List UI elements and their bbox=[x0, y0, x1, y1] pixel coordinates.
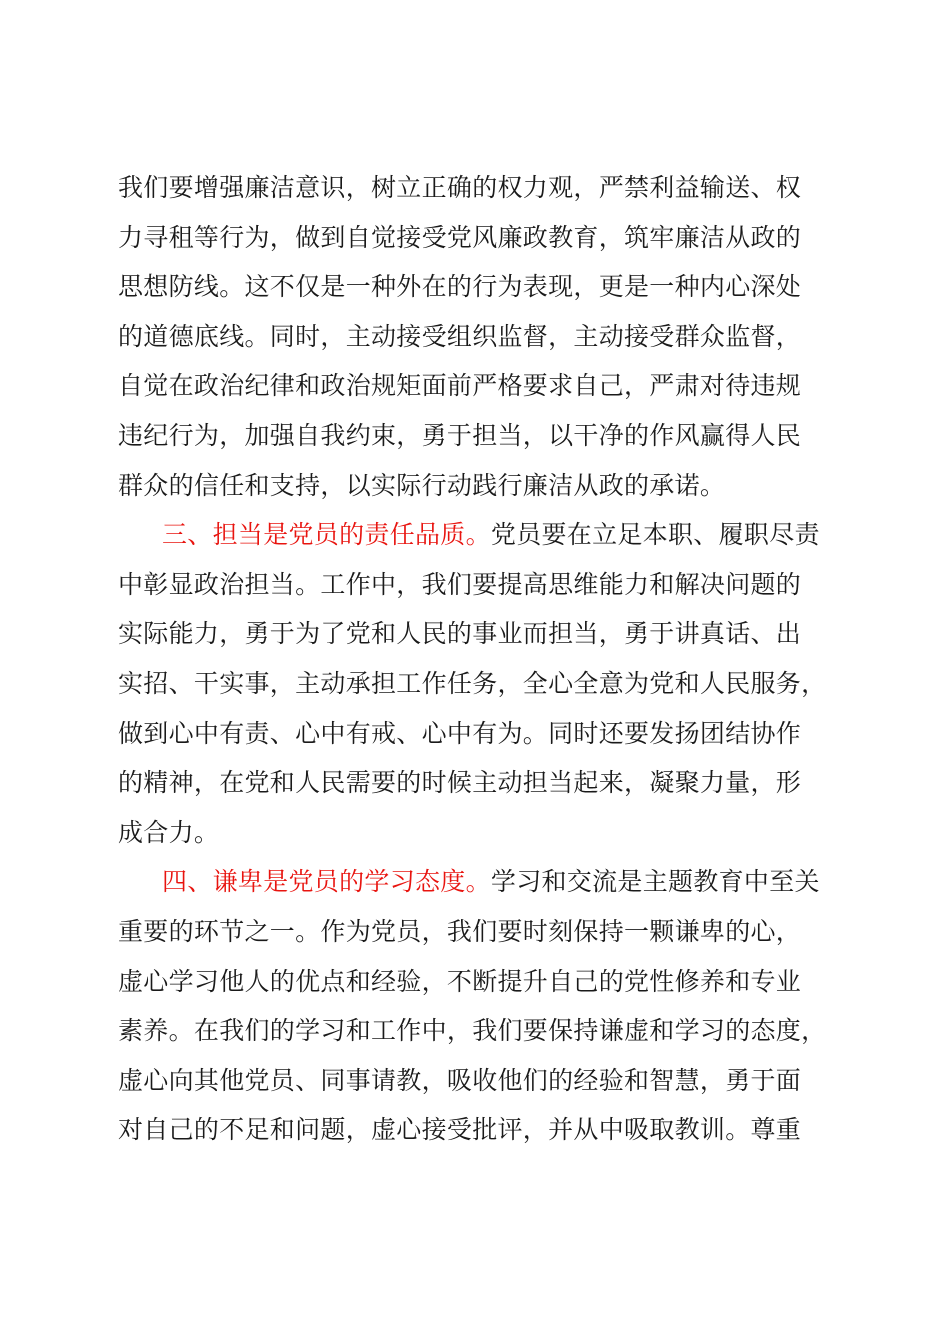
text-line: 我们要增强廉洁意识，树立正确的权力观，严禁利益输送、权 bbox=[118, 173, 802, 202]
text-line: 思想防线。这不仅是一种外在的行为表现，更是一种内心深处 bbox=[118, 272, 802, 302]
paragraph-section-3 bbox=[118, 510, 838, 857]
section-4-first-line-text: 学习和交流是主题教育中至关 bbox=[490, 867, 820, 897]
document-body bbox=[118, 163, 838, 1155]
text-line: 群众的信任和支持，以实际行动践行廉洁从政的承诺。 bbox=[118, 470, 726, 500]
section-3-heading: 三、担当是党员的责任品质。 bbox=[162, 520, 491, 550]
text-line: 虚心学习他人的优点和经验，不断提升自己的党性修养和专业 bbox=[118, 966, 802, 996]
text-line: 违纪行为，加强自我约束，勇于担当，以干净的作风赢得人民 bbox=[118, 420, 802, 450]
text-line: 的道德底线。同时，主动接受组织监督，主动接受群众监督， bbox=[118, 321, 802, 351]
text-line: 对自己的不足和问题，虚心接受批评，并从中吸取教训。尊重 bbox=[118, 1115, 802, 1145]
text-line: 实招、干实事，主动承担工作任务，全心全意为党和人民服务， bbox=[118, 668, 827, 698]
paragraph-section-4 bbox=[118, 857, 838, 1155]
section-3-first-line bbox=[118, 510, 838, 560]
section-4-first-line bbox=[118, 857, 838, 907]
text-line: 重要的环节之一。作为党员，我们要时刻保持一颗谦卑的心， bbox=[118, 916, 802, 946]
text-line: 实际能力，勇于为了党和人民的事业而担当，勇于讲真话、出 bbox=[118, 619, 802, 649]
text-line: 素养。在我们的学习和工作中，我们要保持谦虚和学习的态度， bbox=[118, 1016, 827, 1046]
text-line: 中彰显政治担当。工作中，我们要提高思维能力和解决问题的 bbox=[118, 569, 802, 599]
text-line: 做到心中有责、心中有戒、心中有为。同时还要发扬团结协作 bbox=[118, 718, 802, 748]
text-line: 自觉在政治纪律和政治规矩面前严格要求自己，严肃对待违规 bbox=[118, 371, 802, 401]
paragraph-integrity bbox=[118, 163, 838, 510]
text-line: 的精神，在党和人民需要的时候主动担当起来，凝聚力量，形 bbox=[118, 768, 802, 798]
section-4-heading: 四、谦卑是党员的学习态度。 bbox=[162, 867, 491, 897]
text-line: 力寻租等行为，做到自觉接受党风廉政教育，筑牢廉洁从政的 bbox=[118, 222, 802, 252]
text-line: 成合力。 bbox=[118, 817, 220, 847]
section-3-first-line-text: 党员要在立足本职、履职尽责 bbox=[490, 520, 820, 550]
text-line: 虚心向其他党员、同事请教，吸收他们的经验和智慧，勇于面 bbox=[118, 1065, 802, 1095]
